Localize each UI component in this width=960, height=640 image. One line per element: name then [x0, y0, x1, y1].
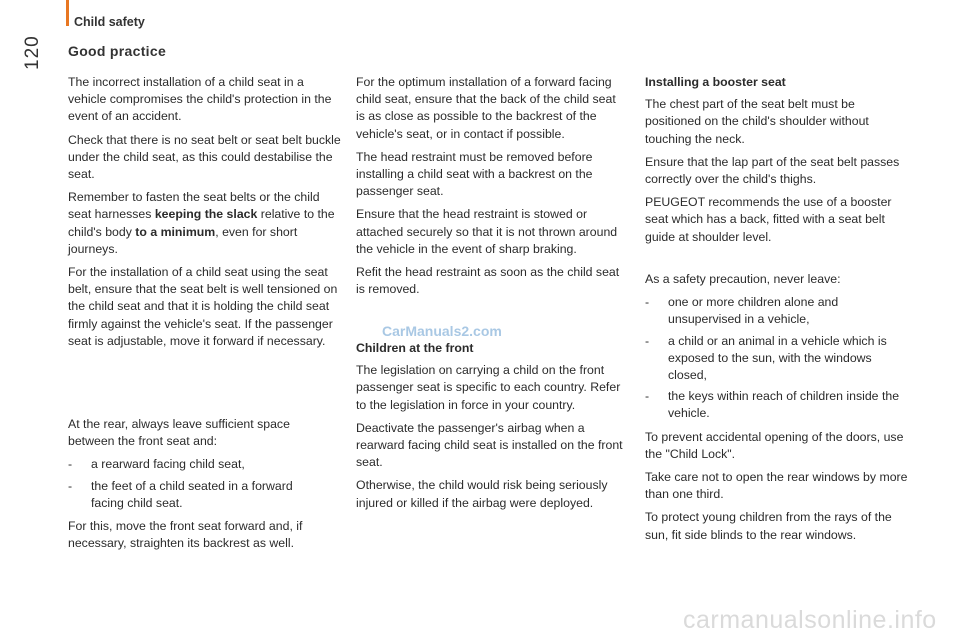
- paragraph: Refit the head restraint as soon as the child seat is removed.: [356, 265, 620, 297]
- paragraph: The legislation on carrying a child on the front passenger seat is specific to each country. Refer to the legislation in force in your country.: [356, 363, 621, 412]
- paragraph: Otherwise, the child would risk being seriously injured or killed if the airbag were deployed.: [356, 478, 608, 510]
- paragraph: Check that there is no seat belt or seat belt buckle under the child seat, as this could destabilise the seat.: [68, 132, 341, 182]
- paragraph: [68, 189, 344, 258]
- text: Remember to fasten the seat belts or the child seat harnesses: [68, 190, 320, 222]
- watermark-carmanuals2: CarManuals2.com: [382, 323, 502, 339]
- paragraph: To protect young children from the rays of the sun, fit side blinds to the rear windows.: [645, 510, 892, 542]
- watermark-carmanualsonline: carmanualsonline.info: [683, 606, 937, 634]
- dash-bullet: -: [645, 333, 650, 348]
- paragraph: The head restraint must be removed before installing a child seat with a backrest on the passenger seat.: [356, 149, 593, 199]
- section-title: Child safety: [74, 15, 145, 29]
- text: , even for short journeys.: [68, 224, 298, 256]
- section-accent-bar: [66, 0, 69, 26]
- dash-bullet: -: [645, 389, 650, 404]
- column-3-top: [645, 74, 913, 252]
- paragraph: PEUGEOT recommends the use of a booster seat which has a back, fitted with a seat belt guide at shoulder level.: [645, 195, 892, 244]
- list-item-text: a child or an animal in a vehicle which is exposed to the sun, with the windows closed,: [668, 333, 887, 383]
- emphasis: keeping the slack: [154, 207, 258, 222]
- column-2-bottom: [356, 340, 626, 518]
- paragraph: At the rear, always leave sufficient space between the front seat and:: [68, 417, 290, 449]
- column-3-bottom: [645, 271, 913, 550]
- list-item: [68, 478, 328, 512]
- bullet-list: [68, 456, 328, 512]
- list-item-text: the feet of a child seated in a forward facing child seat.: [91, 478, 293, 510]
- list-item-text: the keys within reach of children inside the vehicle.: [668, 389, 900, 421]
- text: relative to the child's body: [68, 207, 335, 239]
- paragraph: Take care not to open the rear windows by more than one third.: [645, 470, 908, 502]
- list-item-text: one or more children alone and unsupervised in a vehicle,: [668, 295, 839, 327]
- list-item: [645, 333, 913, 385]
- column-1-bottom: [68, 416, 328, 558]
- list-item-text: a rearward facing child seat,: [91, 457, 245, 472]
- dash-bullet: -: [645, 295, 650, 310]
- paragraph: Ensure that the lap part of the seat belt passes correctly over the child's thighs.: [645, 154, 900, 187]
- subheading: Children at the front: [356, 341, 474, 355]
- column-2-top: [356, 74, 626, 304]
- paragraph: The incorrect installation of a child seat in a vehicle compromises the child's protection in the event of an accident.: [68, 75, 332, 124]
- list-item: [68, 456, 328, 473]
- paragraph: To prevent accidental opening of the doors, use the "Child Lock".: [645, 429, 904, 461]
- page-number: 120: [22, 35, 43, 70]
- dash-bullet: -: [68, 478, 73, 493]
- list-item: [645, 388, 913, 422]
- paragraph: Ensure that the head restraint is stowed or attached securely so that it is not thrown around the vehicle in the event of sharp braking.: [356, 207, 618, 256]
- paragraph: Deactivate the passenger's airbag when a rearward facing child seat is installed on the front seat.: [356, 420, 623, 470]
- column-1-top: [68, 74, 344, 356]
- dash-bullet: -: [68, 457, 73, 472]
- list-item: [645, 294, 913, 328]
- paragraph: The chest part of the seat belt must be positioned on the child's shoulder without touching the neck.: [645, 97, 869, 146]
- emphasis: to a minimum: [135, 224, 216, 239]
- subheading: Installing a booster seat: [645, 75, 786, 89]
- paragraph: For the installation of a child seat using the seat belt, ensure that the seat belt is well tensioned on the child seat and that it is holding the child seat firmly against the vehicle's seat. If the passenger seat is adjustable, move it forward if necessary.: [68, 265, 338, 348]
- bullet-list: [645, 294, 913, 422]
- paragraph: For the optimum installation of a forward facing child seat, ensure that the back of the child seat is as close as possible to the backrest of the vehicle's seat, or in contact if possible.: [356, 75, 616, 141]
- paragraph: As a safety precaution, never leave:: [645, 272, 841, 286]
- paragraph: For this, move the front seat forward and, if necessary, straighten its backrest as well.: [68, 519, 303, 551]
- page-heading: Good practice: [68, 43, 167, 59]
